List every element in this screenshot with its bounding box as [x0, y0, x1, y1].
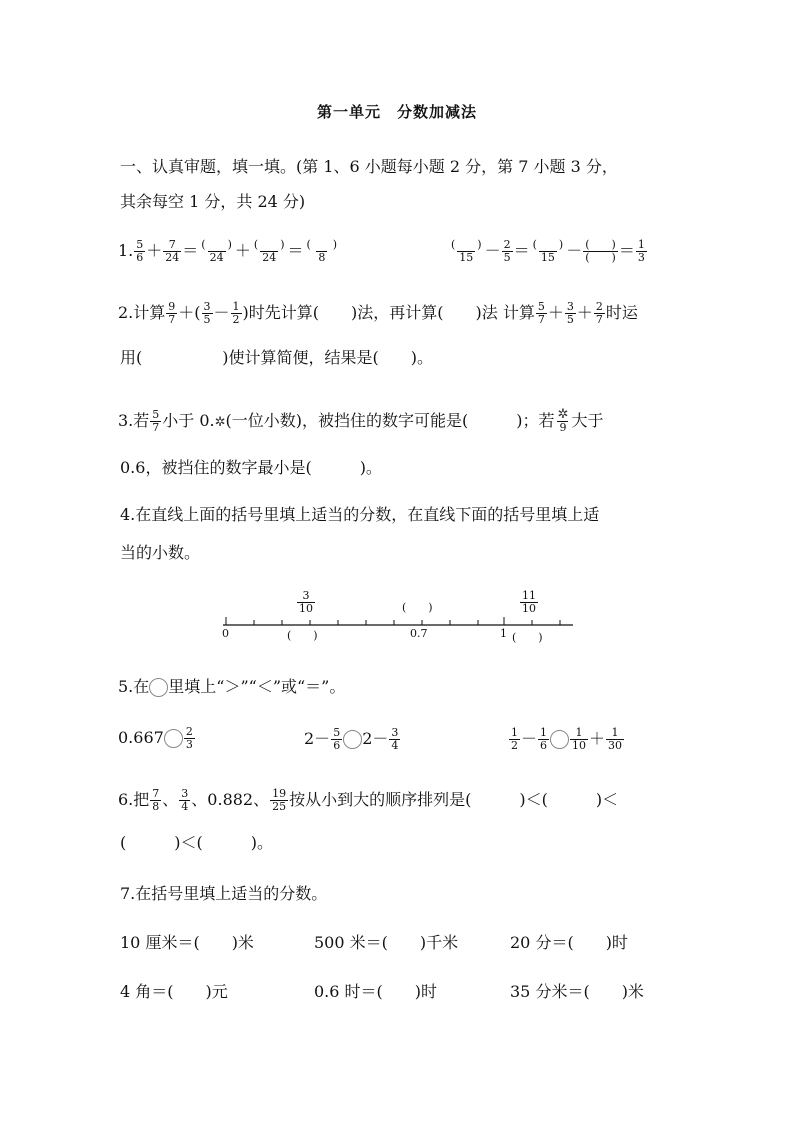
page-title: 第一单元 分数加减法: [316, 103, 477, 121]
question-7-item[interactable]: 4 角＝( )元: [120, 982, 228, 1001]
question-7-item[interactable]: 500 米＝( )千米: [314, 933, 459, 952]
fraction: $\frac{3}{5}$: [566, 300, 574, 326]
blot-icon: ✲: [557, 407, 569, 422]
number-line-fraction-3-10: $\frac{3}{10}$: [299, 589, 313, 615]
fraction-blank[interactable]: $\frac{( )}{8}$: [306, 238, 338, 264]
question-7-item[interactable]: 0.6 时＝( )时: [314, 982, 438, 1001]
question-2-line1: 2.计算 $\frac{9}{7}$ ＋( $\frac{3}{5}$ － $\frac{1}{2}$ )时先计算( )法，再计算( )法 计算 $\frac{5}{7}$ ＋ $\frac{3}{5}$ ＋ $\frac{2}{7}$ 时运: [118, 300, 638, 326]
fraction: $\frac{5}{7}$: [537, 300, 545, 326]
fraction: $\frac{2}{5}$: [503, 238, 511, 264]
number-line-top-blank[interactable]: ( ): [402, 601, 433, 614]
equals-sign: ＝: [287, 241, 304, 260]
fraction: $\frac{1}{6}$: [540, 726, 548, 752]
section-instructions-line2: 其余每空 1 分，共 24 分): [120, 192, 306, 211]
question-2-line2[interactable]: 用( )使计算简便，结果是( )。: [120, 348, 433, 367]
section-instructions-line1: 一、认真审题，填一填。(第 1、6 小题每小题 2 分，第 7 小题 3 分，: [120, 157, 618, 176]
question-7-item[interactable]: 20 分＝( )时: [510, 933, 628, 952]
fraction: $\frac{1}{2}$: [232, 300, 240, 326]
number-line-label-1: 1: [500, 627, 507, 640]
plus-sign: ＋: [234, 241, 251, 260]
fraction: $\frac{5}{6}$: [136, 238, 144, 264]
number-line-fraction-11-10: $\frac{11}{10}$: [522, 589, 536, 615]
number-line-bottom-blank-1[interactable]: ( ): [287, 629, 318, 642]
fraction: $\frac{2}{7}$: [595, 300, 603, 326]
plus-sign: ＋: [146, 241, 163, 260]
fraction: $\frac{3}{5}$: [203, 300, 211, 326]
question-5-a: 0.667 $\frac{2}{3}$: [118, 725, 193, 751]
question-5-instruction: 5.在 里填上“＞”“＜”或“＝”。: [118, 677, 346, 696]
question-6-line1: 6.把 $\frac{7}{8}$ 、 $\frac{3}{4}$ 、0.882、 $\frac{19}{25}$ 按从小到大的顺序排列是( )＜( )＜: [118, 787, 619, 813]
fraction-blank[interactable]: $\frac{( )}{15}$: [451, 238, 482, 264]
fraction-blank[interactable]: $\frac{( )}{( )}$: [585, 238, 616, 264]
answer-blank[interactable]: )时先计算( )法，再计算( )法 计算: [242, 303, 535, 322]
fraction: $\frac{2}{3}$: [185, 725, 193, 751]
number-line-label-0-7: 0.7: [410, 627, 428, 640]
fraction: $\frac{5}{6}$: [333, 726, 341, 752]
question-1-left: [118, 238, 340, 264]
fraction: $\frac{1}{3}$: [637, 238, 645, 264]
fraction-blank[interactable]: $\frac{( )}{24}$: [201, 238, 232, 264]
minus-sign: －: [566, 241, 583, 260]
fraction: $\frac{1}{30}$: [608, 726, 623, 752]
fraction: $\frac{3}{4}$: [181, 787, 189, 813]
fraction-hidden-numerator: $\frac{✲}{9}$: [557, 407, 569, 434]
compare-circle[interactable]: [164, 729, 183, 748]
answer-blank[interactable]: 按从小到大的顺序排列是( )＜( )＜: [289, 790, 619, 809]
question-1-right: [448, 238, 648, 264]
fraction: $\frac{7}{24}$: [165, 238, 180, 264]
question-4-line1: 4.在直线上面的括号里填上适当的分数，在直线下面的括号里填上适: [120, 505, 600, 524]
number-line-bottom-blank-2[interactable]: ( ): [512, 631, 543, 644]
question-7-item[interactable]: 10 厘米＝( )米: [120, 933, 254, 952]
fraction: $\frac{7}{8}$: [152, 787, 160, 813]
compare-circle[interactable]: [343, 730, 362, 749]
question-3-line2[interactable]: 0.6，被挡住的数字最小是( )。: [120, 458, 382, 477]
question-7-item[interactable]: 35 分米＝( )米: [510, 982, 644, 1001]
equals-sign: ＝: [618, 241, 635, 260]
number-line-label-0: 0: [222, 627, 229, 640]
fraction: $\frac{3}{4}$: [391, 726, 399, 752]
question-4-line2: 当的小数。: [120, 543, 201, 562]
answer-blank[interactable]: (一位小数)，被挡住的数字可能是( )；若: [225, 411, 555, 430]
question-7-instruction: 7.在括号里填上适当的分数。: [120, 884, 328, 903]
question-1-number: 1.: [118, 241, 134, 260]
minus-sign: －: [484, 241, 501, 260]
fraction: $\frac{19}{25}$: [272, 787, 287, 813]
fraction: $\frac{1}{10}$: [572, 726, 587, 752]
compare-circle: [149, 678, 168, 697]
compare-circle[interactable]: [550, 730, 569, 749]
equals-sign: ＝: [513, 241, 530, 260]
question-5-c: $\frac{1}{2}$ － $\frac{1}{6}$ $\frac{1}{10}$ ＋ $\frac{1}{30}$: [511, 726, 623, 752]
question-5-b: 2－ $\frac{5}{6}$ 2－ $\frac{3}{4}$: [304, 726, 399, 752]
fraction-blank[interactable]: $\frac{( )}{15}$: [532, 238, 564, 264]
fraction: $\frac{1}{2}$: [511, 726, 518, 752]
fraction-blank[interactable]: $\frac{( )}{24}$: [253, 238, 285, 264]
equals-sign: ＝: [182, 241, 199, 260]
blot-icon: ✲: [214, 415, 226, 430]
question-3-line1: 3.若 $\frac{5}{7}$ 小于 0.✲(一位小数)，被挡住的数字可能是( )；若 $\frac{✲}{9}$ 大于: [118, 407, 604, 434]
fraction: $\frac{9}{7}$: [168, 300, 176, 326]
fraction: $\frac{5}{7}$: [152, 408, 160, 434]
question-6-line2[interactable]: ( )＜( )。: [120, 833, 273, 852]
